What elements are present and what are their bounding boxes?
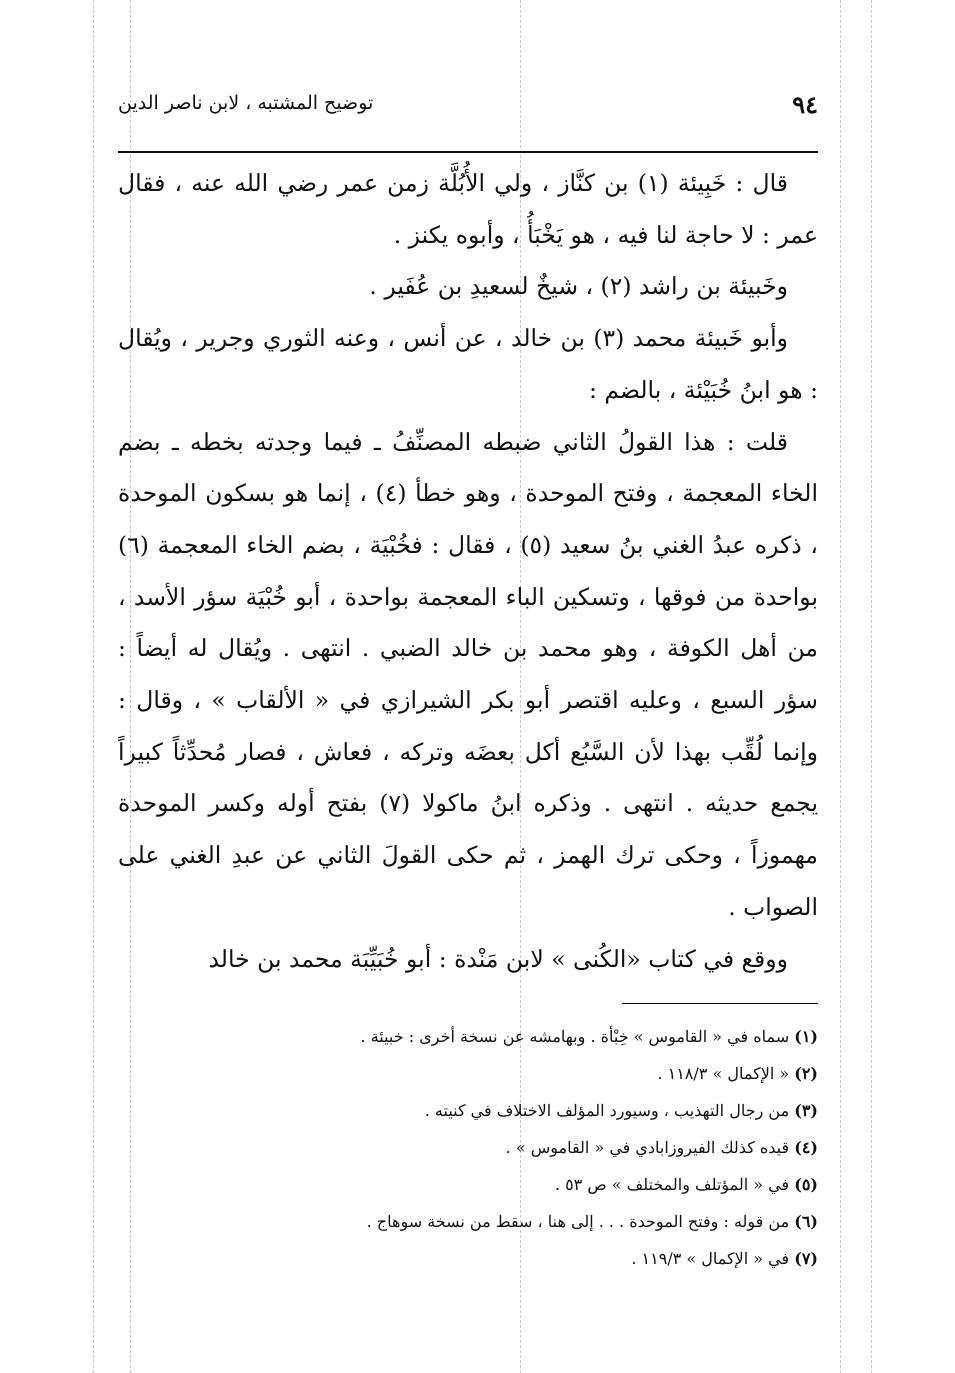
header-rule bbox=[118, 151, 818, 153]
paragraph: ووقع في كتاب «الكُنى » لابن مَنْدة : أبو خُبَيِّبَة محمد بن خالد bbox=[208, 944, 788, 973]
paragraph: قلت : هذا القولُ الثاني ضبطه المصنِّفُ ـ فيما وجدته بخطه ـ بضم الخاء المعجمة ، وفتح الموحدة ، وهو خطأ (٤) ، إنما هو بسكون الموحدة ، ذكره عبدُ الغني بنُ سعيد (٥) ، فقال : فخُبْيَة ، بضم الخاء المعجمة (٦) بواحدة من فوقها ، وتسكين الباء المعجمة بواحدة ، أبو خُبْيَة سؤر الأسد ، من أهل الكوفة ، وهو محمد بن خالد الضبي . انتهى . ويُقال له أيضاً : سؤر السبع ، وعليه اقتصر أبو بكر الشيرازي في « الألقاب » ، وقال : وإنما لُقِّب بهذا لأن السَّبُع أكل بعضَه وتركه ، فعاش ، فصار مُحدِّثاً كبيراً يجمع حديثه . انتهى . وذكره ابنُ ماكولا (٧) بفتح أوله وكسر الموحدة مهموزاً ، وحكى ترك الهمز ، ثم حكى القولَ الثاني عن عبدِ الغني على الصواب . bbox=[118, 427, 818, 921]
footnote-number: (١) bbox=[794, 1027, 818, 1046]
footnote-number: (٥) bbox=[794, 1175, 818, 1194]
running-title: توضيح المشتبه ، لابن ناصر الدين bbox=[118, 92, 374, 114]
footnote bbox=[118, 1240, 818, 1277]
footnote-text: في « المؤتلف والمختلف » ص ٥٣ . bbox=[554, 1175, 790, 1194]
main-text bbox=[118, 158, 818, 985]
footnote bbox=[118, 1166, 818, 1203]
footnote-text: قيده كذلك الفيروزابادي في « القاموس » . bbox=[505, 1138, 790, 1157]
footnote-text: من قوله : وفتح الموحدة . . . إلى هنا ، سقط من نسخة سوهاج . bbox=[366, 1212, 790, 1231]
footnote-number: (٢) bbox=[794, 1064, 818, 1083]
footnote-text: في « الإكمال » ١١٩/٣ . bbox=[631, 1249, 790, 1268]
footnote bbox=[118, 1018, 818, 1055]
footnote bbox=[118, 1092, 818, 1129]
footnote bbox=[118, 1055, 818, 1092]
page-header bbox=[118, 88, 818, 128]
footnote-number: (٧) bbox=[794, 1249, 818, 1268]
footnotes bbox=[118, 1018, 818, 1277]
footnote bbox=[118, 1129, 818, 1166]
footnote-separator bbox=[622, 1003, 818, 1004]
paragraph: قال : خَبِيئة (١) بن كنَّاز ، ولي الأُبُلَّة زمن عمر رضي الله عنه ، فقال عمر : لا حاجة لنا فيه ، هو يَخْبَأُ ، وأبوه يكنز . bbox=[118, 169, 818, 249]
footnote-text: من رجال التهذيب ، وسيورد المؤلف الاختلاف في كنيته . bbox=[424, 1101, 790, 1120]
footnote-number: (٣) bbox=[794, 1101, 818, 1120]
paragraph: وخَبيئة بن راشد (٢) ، شيخٌ لسعيدِ بن عُفَير . bbox=[369, 272, 788, 301]
footnote bbox=[118, 1203, 818, 1240]
footnote-text: « الإكمال » ١١٨/٣ . bbox=[657, 1064, 790, 1083]
footnote-number: (٦) bbox=[794, 1212, 818, 1231]
footnote-number: (٤) bbox=[794, 1138, 818, 1157]
footnote-text: سماه في « القاموس » خِبْأة . وبهامشه عن نسخة أخرى : خبيئة . bbox=[360, 1027, 790, 1046]
paragraph: وأبو خَبيئة محمد (٣) بن خالد ، عن أنس ، وعنه الثوري وجرير ، ويُقال : هو ابنُ خُبَيْئة ، بالضم : bbox=[118, 324, 818, 404]
page-number: ٩٤ bbox=[792, 90, 818, 119]
